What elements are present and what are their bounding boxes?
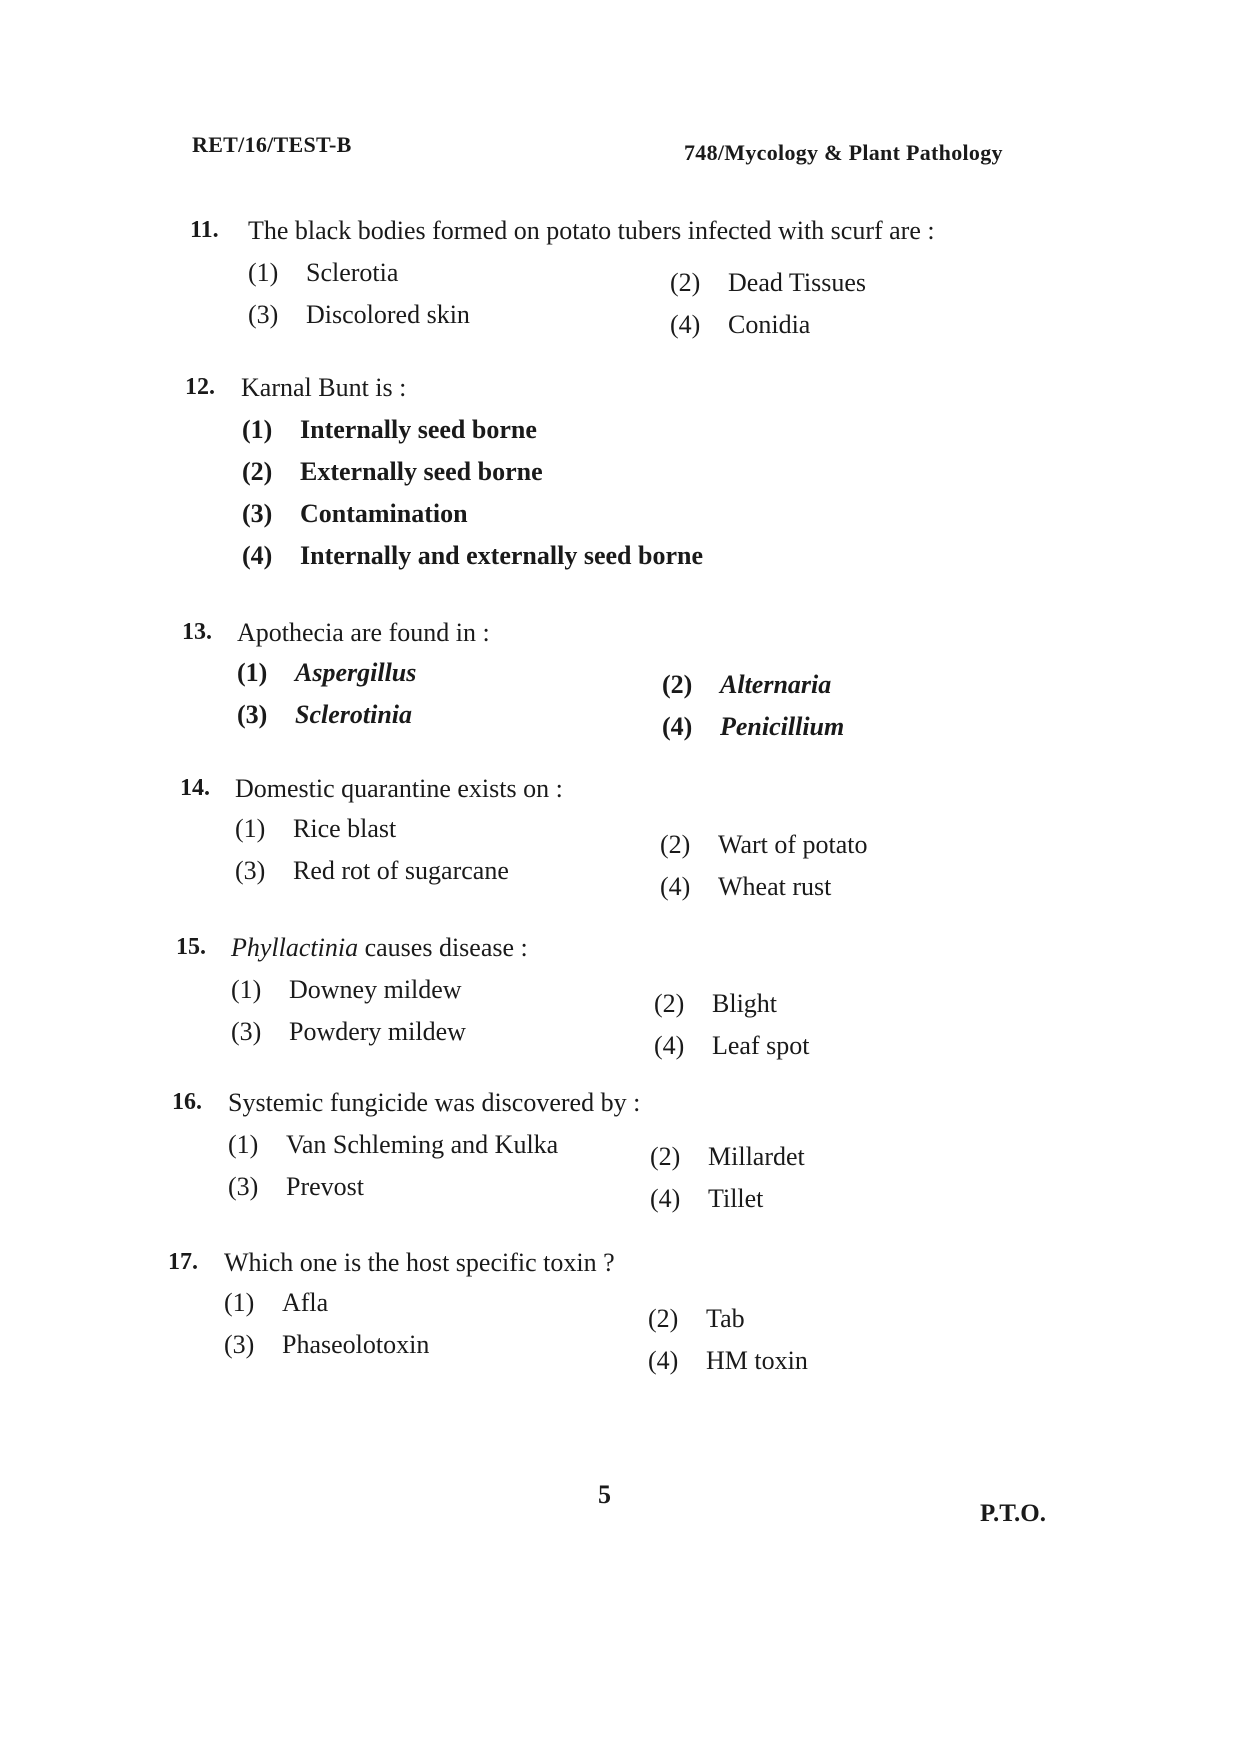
option-2: (2) Millardet: [650, 1142, 805, 1171]
question-text: Systemic fungicide was discovered by :: [228, 1088, 641, 1117]
organism-name: Phyllactinia: [231, 933, 359, 962]
question-text: Karnal Bunt is :: [241, 373, 407, 402]
option-1: (1) Aspergillus: [237, 658, 417, 687]
option-4: (4) Conidia: [670, 310, 811, 339]
question-text: Domestic quarantine exists on :: [235, 774, 563, 803]
question-number: 15.: [176, 934, 206, 960]
option-4: (4) HM toxin: [648, 1346, 808, 1375]
subject-title: 748/Mycology & Plant Pathology: [684, 140, 1003, 165]
option-3: (3) Sclerotinia: [237, 700, 413, 729]
option-2: (2) Blight: [654, 989, 778, 1018]
question-number: 11.: [190, 217, 219, 243]
question-text: The black bodies formed on potato tubers infected with scurf are :: [248, 216, 935, 245]
option-4: (4) Penicillium: [662, 712, 845, 741]
option-3: (3) Red rot of sugarcane: [235, 856, 509, 885]
option-4: (4) Wheat rust: [660, 872, 832, 901]
option-3: (3) Phaseolotoxin: [224, 1330, 430, 1359]
option-3: (3) Contamination: [242, 499, 468, 528]
question-text: Which one is the host specific toxin ?: [224, 1248, 615, 1277]
question-number: 17.: [168, 1249, 198, 1275]
question-text: Apothecia are found in :: [237, 618, 490, 647]
option-4: (4) Internally and externally seed borne: [242, 541, 703, 570]
question-number: 12.: [185, 374, 215, 400]
option-1: (1) Afla: [224, 1288, 329, 1317]
option-2: (2) Dead Tissues: [670, 268, 866, 297]
option-1: (1) Rice blast: [235, 814, 397, 843]
page-number: 5: [598, 1480, 611, 1509]
please-turn-over: P.T.O.: [980, 1500, 1046, 1527]
option-1: (1) Sclerotia: [248, 258, 399, 287]
question-number: 13.: [182, 619, 212, 645]
question-number: 14.: [180, 775, 210, 801]
option-4: (4) Tillet: [650, 1184, 764, 1213]
option-2: (2) Wart of potato: [660, 830, 868, 859]
question-number: 16.: [172, 1089, 202, 1115]
option-1: (1) Downey mildew: [231, 975, 462, 1004]
option-1: (1) Van Schleming and Kulka: [228, 1130, 559, 1159]
option-2: (2) Alternaria: [662, 670, 832, 699]
option-1: (1) Internally seed borne: [242, 415, 537, 444]
option-2: (2) Externally seed borne: [242, 457, 543, 486]
option-2: (2) Tab: [648, 1304, 745, 1333]
option-3: (3) Prevost: [228, 1172, 364, 1201]
paper-code: RET/16/TEST-B: [192, 132, 352, 157]
option-4: (4) Leaf spot: [654, 1031, 810, 1060]
option-3: (3) Powdery mildew: [231, 1017, 466, 1046]
option-3: (3) Discolored skin: [248, 300, 470, 329]
question-text: Phyllactinia causes disease :: [231, 933, 528, 962]
